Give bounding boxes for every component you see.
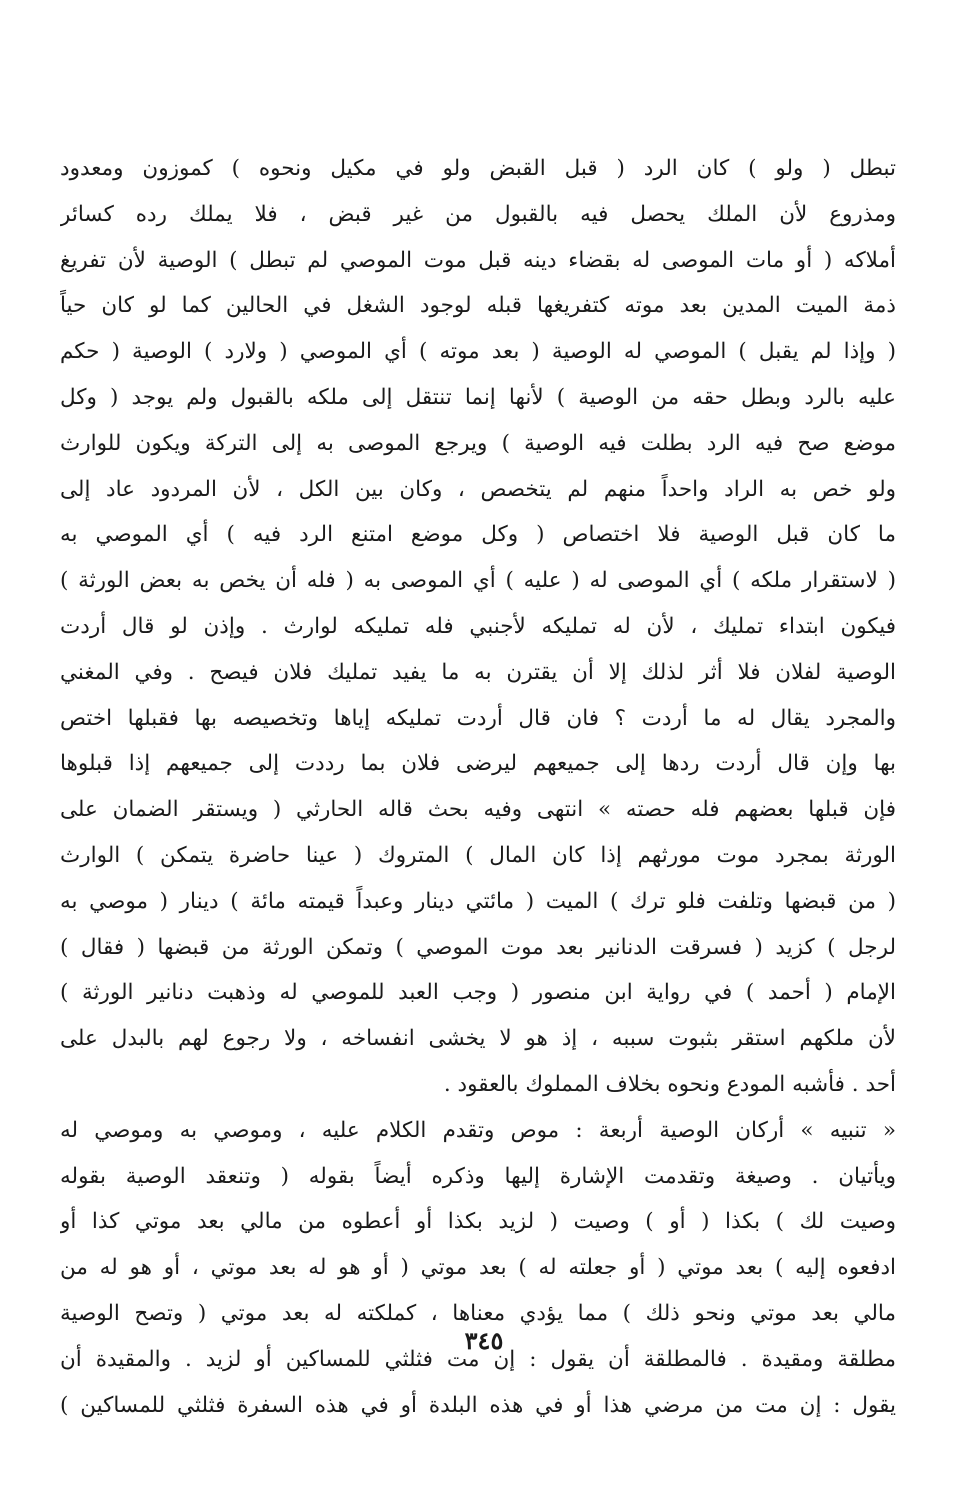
text-line: مالي بعد موتي ونحو ذلك ) مما يؤدي معناها ، كملكته له بعد موتي ( وتصح الوصية — [60, 1300, 896, 1326]
text-line: أملاكه ( أو مات الموصى له بقضاء دينه قبل موت الموصي لم تبطل ) الوصية لأن تفريغ — [60, 247, 896, 273]
text-line: لأن ملكهم استقر بثبوت سببه ، إذ هو لا يخشى انفساخه ، ولا رجوع لهم بالبدل على — [60, 1026, 896, 1052]
text-line: تبطل ( ولو ) كان الرد ( قبل القبض ولو في مكيل ونحوه ) كموزون ومعدود — [60, 156, 896, 181]
text-line: موضع صح فيه الرد بطلت فيه الوصية ) ويرجع الموصى به إلى التركة ويكون للوارث — [60, 430, 896, 456]
text-line: يقول : إن مت من مرضي هذا أو في هذه البلدة أو في هذه السفرة فثلثي للمساكين ) — [60, 1392, 896, 1418]
text-line: ما كان قبل الوصية فلا اختصاص ( وكل موضع امتنع الرد فيه ) أي الموصي به — [60, 522, 896, 548]
text-line: ومذروع لأن الملك يحصل فيه بالقبول من غير قبض ، فلا يملك رده كسائر — [60, 201, 896, 227]
text-line: ( وإذا لم يقبل ) الموصي له الوصية ( بعد موته ) أي الموصي ( ولارد ) الوصية ( حكم — [60, 339, 896, 365]
text-line: مطلقة ومقيدة . فالمطلقة أن يقول : إن مت فثلثي للمساكين أو لزيد . والمقيدة أن — [60, 1346, 896, 1372]
text-line: عليه بالرد وبطل حقه من الوصية ) لأنها إنما تنتقل إلى ملكه بالقبول ولم يوجد ( وكل — [60, 384, 896, 410]
text-line: فإن قبلها بعضهم فله حصته » انتهى وفيه بحث قاله الحارثي ( ويستقر الضمان على — [60, 797, 896, 823]
text-line: فيكون ابتداء تمليك ، لأن له تمليكه لأجنبي فله تمليكه لوارث . وإذن لو قال أردت — [60, 613, 896, 639]
page-text — [60, 146, 896, 1428]
note-line: « تنبيه » أركان الوصية أربعة : موص وتقدم الكلام عليه ، وموصي به وموصي له — [60, 1117, 896, 1143]
text-line: لرجل ) كزيد ( فسرقت الدنانير بعد موت الموصي ) وتمكن الورثة من قبضها ( فقال ) — [60, 934, 896, 960]
text-line: وصيت لك ) بكذا ( أو ) وصيت ( لزيد بكذا أو أعطوه من مالي بعد موتي كذا أو — [60, 1209, 896, 1235]
text-line: ذمة الميت المدين بعد موته كتفريغها قبله لوجود الشغل في الحالين كما لو كان حياً — [60, 293, 896, 319]
text-line: والمجرد يقال له ما أردت ؟ فان قال أردت تمليكه إياها وتخصيصه بها فقبلها اختص — [60, 705, 896, 731]
text-line: ولو خص به الراد واحداً منهم لم يتخصص ، وكان بين الكل ، لأن المردود عاد إلى — [60, 476, 896, 502]
paragraph-end-line: أحد . فأشبه المودع ونحوه بخلاف المملوك بالعقود . — [443, 1071, 896, 1097]
text-line: الورثة بمجرد موت مورثهم إذا كان المال ) المتروك ( عينا حاضرة يتمكن ) الوارث — [60, 842, 896, 868]
text-line: الإمام ( أحمد ) في رواية ابن منصور ( وجب العبد للموصي له وذهبت دنانير الورثة ) — [60, 980, 896, 1006]
text-line: الوصية لفلان فلا أثر لذلك إلا أن يقترن به ما يفيد تمليك فلان فيصح . وفي المغني — [60, 659, 896, 685]
text-line: ادفعوه إليه ) بعد موتي ( أو جعلته له ) بعد موتي ( أو هو له بعد موتي ، أو هو له من — [60, 1255, 896, 1281]
text-line: ويأتيان . وصيغة وتقدمت الإشارة إليها وذكره أيضاً بقوله ( وتنعقد الوصية بقوله — [60, 1163, 896, 1189]
text-line: ( من قبضها وتلفت فلو ترك ) الميت ( مائتي دينار وعبداً قيمته مائة ) دينار ( موصي به — [60, 888, 896, 914]
text-line: ( لاستقرار ملكه ) أي الموصى له ( عليه ) أي الموصى به ( فله أن يخص به بعض الورثة ) — [60, 568, 896, 594]
text-line: بها وإن قال أردت ردها إلى جميعهم ليرضى فلان بما رددت إلى جميعهم إذا قبلوها — [60, 751, 896, 777]
page-number: ٣٤٥ — [464, 1326, 504, 1355]
